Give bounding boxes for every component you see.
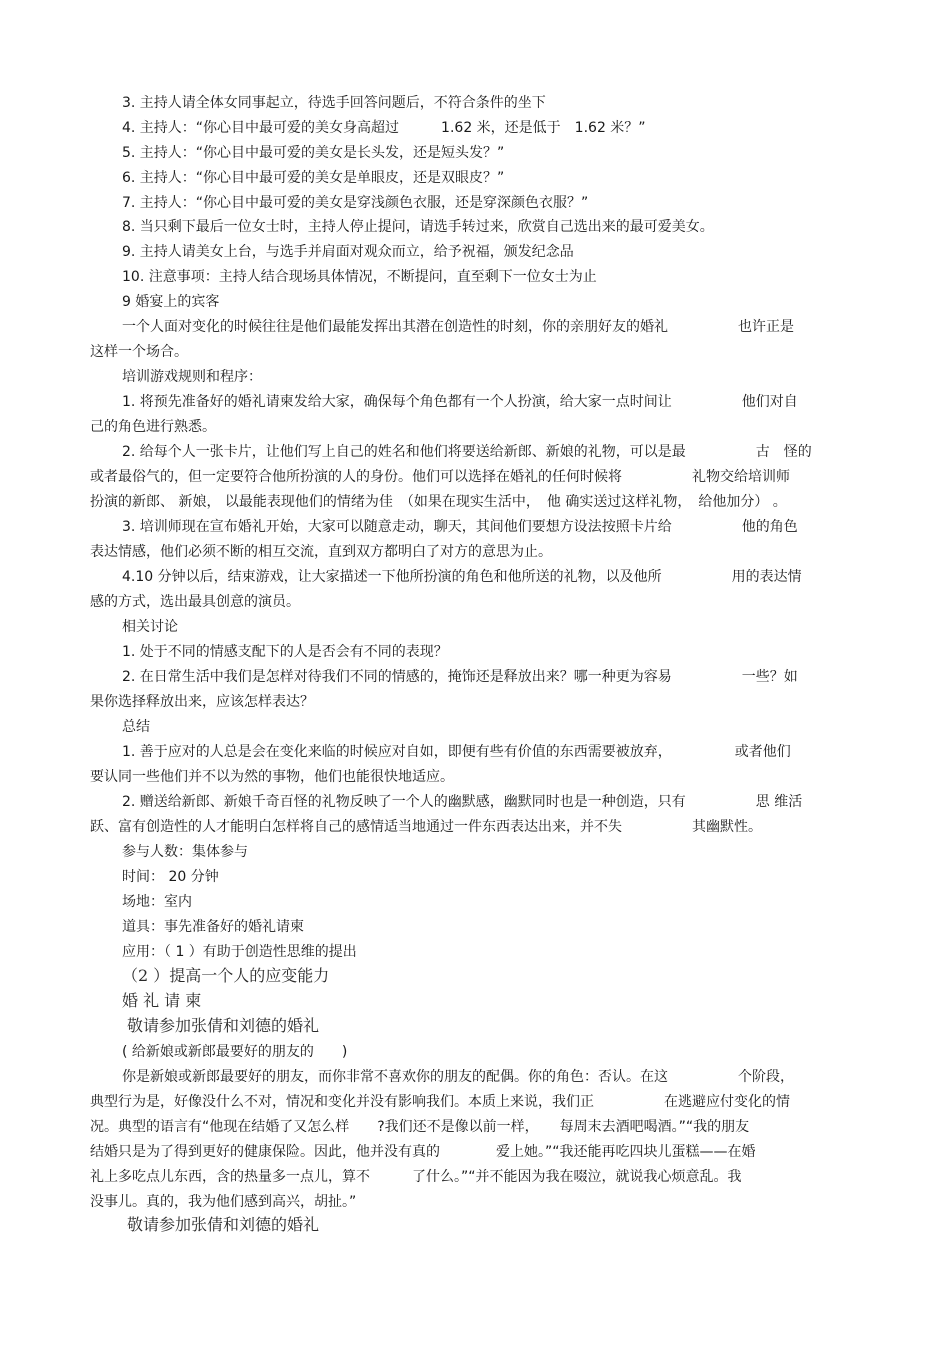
text-line: （2 ）提高一个人的应变能力	[122, 966, 330, 985]
text-line: 4.10 分钟以后，结束游戏，让大家描述一下他所扮演的角色和他所送的礼物，以及他所 用的表达情	[122, 569, 802, 585]
text-line: ( 给新娘或新郎最要好的朋友的 )	[122, 1044, 348, 1060]
text-line: 没事儿。真的，我为他们感到高兴，胡扯。”	[90, 1194, 357, 1210]
section-heading: 总结	[122, 719, 150, 735]
section-heading: 9 婚宴上的宾客	[122, 294, 220, 310]
text-line: 结婚只是为了得到更好的健康保险。因此，他并没有真的 爱上她。”“我还能再吃四块儿蛋糕——在婚	[90, 1144, 756, 1160]
text-line: 1. 将预先准备好的婚礼请柬发给大家，确保每个角色都有一个人扮演，给大家一点时间让 他们对自	[122, 394, 798, 410]
text-line: 9. 主持人请美女上台，与选手并肩面对观众而立，给予祝福，颁发纪念品	[122, 244, 574, 260]
text-line: 果你选择释放出来，应该怎样表达？	[90, 694, 314, 710]
text-line: 一个人面对变化的时候往往是他们最能发挥出其潜在创造性的时刻，你的亲朋好友的婚礼 也许正是	[122, 319, 794, 335]
text-line: 跃、富有创造性的人才能明白怎样将自己的感情适当地通过一件东西表达出来，并不失 其幽默性。	[90, 819, 762, 835]
invitation-title: 婚 礼 请 柬	[122, 991, 202, 1010]
text-line: 道具：事先准备好的婚礼请柬	[122, 919, 304, 935]
text-line: 1. 处于不同的情感支配下的人是否会有不同的表现？	[122, 644, 448, 660]
text-line: 2. 给每个人一张卡片，让他们写上自己的姓名和他们将要送给新郎、新娘的礼物，可以是最 古 怪的	[122, 444, 812, 460]
text-line: 3. 培训师现在宣布婚礼开始，大家可以随意走动，聊天，其间他们要想方设法按照卡片给 他的角色	[122, 519, 798, 535]
text-line: 8. 当只剩下最后一位女士时，主持人停止提问，请选手转过来，欣赏自己选出来的最可爱美女。	[122, 219, 714, 235]
text-line: 礼上多吃点儿东西，含的热量多一点儿，算不 了什么。”“并不能因为我在啜泣，就说我心烦意乱。我	[90, 1169, 742, 1185]
text-line: 培训游戏规则和程序：	[122, 369, 262, 385]
text-line: 场地：室内	[122, 894, 192, 910]
text-line: 7. 主持人：“你心目中最可爱的美女是穿浅颜色衣服，还是穿深颜色衣服？”	[122, 195, 589, 211]
text-line: 要认同一些他们并不以为然的事物，他们也能很快地适应。	[90, 769, 454, 785]
text-line: 2. 赠送给新郎、新娘千奇百怪的礼物反映了一个人的幽默感，幽默同时也是一种创造，只有 思 维活	[122, 794, 803, 810]
text-line: 应用：（ 1 ）有助于创造性思维的提出	[122, 944, 357, 960]
text-line: 5. 主持人：“你心目中最可爱的美女是长头发，还是短头发？”	[122, 145, 505, 161]
text-line: 你是新娘或新郎最要好的朋友，而你非常不喜欢你的朋友的配偶。你的角色：否认。在这 个阶段，	[122, 1069, 794, 1085]
text-line: 或者最俗气的，但一定要符合他所扮演的人的身份。他们可以选择在婚礼的任何时候将 礼物交给培训师	[90, 469, 790, 485]
invitation-heading: 敬请参加张倩和刘德的婚礼	[127, 1016, 320, 1035]
text-line: 时间： 20 分钟	[122, 869, 219, 885]
text-line: 况。典型的语言有“他现在结婚了又怎么样 ?我们还不是像以前一样， 每周末去酒吧喝酒。”“我的朋友	[90, 1119, 750, 1135]
text-line: 参与人数：集体参与	[122, 844, 248, 860]
text-line: 2. 在日常生活中我们是怎样对待我们不同的情感的，掩饰还是释放出来？哪一种更为容易 一些？如	[122, 669, 798, 685]
text-line: 6. 主持人：“你心目中最可爱的美女是单眼皮，还是双眼皮？”	[122, 170, 505, 186]
section-heading: 相关讨论	[122, 619, 178, 635]
text-line: 己的角色进行熟悉。	[90, 419, 216, 435]
text-line: 感的方式，选出最具创意的演员。	[90, 594, 300, 610]
text-line: 10. 注意事项：主持人结合现场具体情况，不断提问，直至剩下一位女士为止	[122, 269, 597, 285]
text-line: 表达情感，他们必须不断的相互交流，直到双方都明白了对方的意思为止。	[90, 544, 552, 560]
text-line: 典型行为是，好像没什么不对，情况和变化并没有影响我们。本质上来说，我们正 在逃避应付变化的情	[90, 1094, 790, 1110]
text-line: 4. 主持人：“你心目中最可爱的美女身高超过 1.62 米，还是低于 1.62 米？”	[122, 120, 646, 136]
text-line: 这样一个场合。	[90, 344, 188, 360]
text-line: 扮演的新郎、 新娘， 以最能表现他们的情绪为佳 （如果在现实生活中， 他 确实送过这样礼物， 给他加分） 。	[90, 494, 787, 510]
invitation-heading: 敬请参加张倩和刘德的婚礼	[127, 1215, 320, 1234]
text-line: 3. 主持人请全体女同事起立，待选手回答问题后，不符合条件的坐下	[122, 95, 546, 111]
text-line: 1. 善于应对的人总是会在变化来临的时候应对自如，即便有些有价值的东西需要被放弃， 或者他们	[122, 744, 791, 760]
